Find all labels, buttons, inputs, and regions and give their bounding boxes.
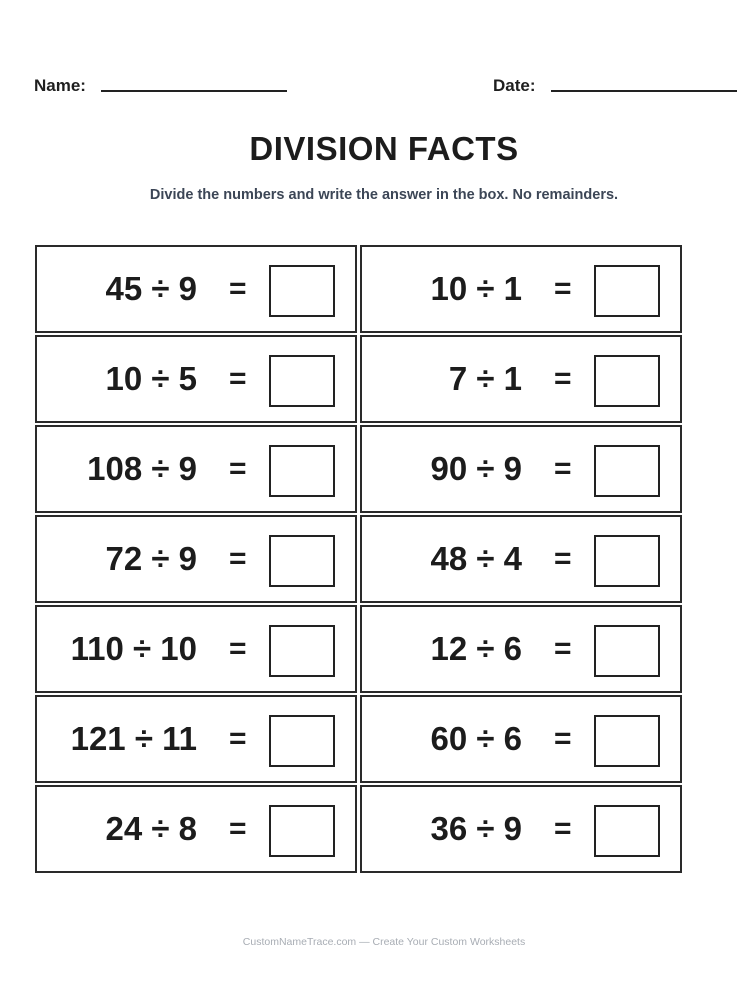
answer-box[interactable] bbox=[269, 355, 335, 407]
name-label: Name: bbox=[34, 76, 86, 95]
problem-grid bbox=[35, 245, 682, 875]
problem-cell bbox=[360, 245, 682, 333]
equals-sign: = bbox=[229, 722, 247, 755]
answer-box[interactable] bbox=[269, 805, 335, 857]
equals-sign: = bbox=[554, 722, 572, 755]
problem-expression: 36 ÷ 9 bbox=[430, 810, 522, 847]
answer-box[interactable] bbox=[594, 535, 660, 587]
answer-box[interactable] bbox=[594, 265, 660, 317]
problem-expression: 90 ÷ 9 bbox=[430, 450, 522, 487]
problem-expression: 24 ÷ 8 bbox=[105, 810, 197, 847]
answer-box[interactable] bbox=[269, 625, 335, 677]
equals-sign: = bbox=[554, 272, 572, 305]
problem-cell bbox=[360, 335, 682, 423]
problem-cell bbox=[360, 515, 682, 603]
problem-cell bbox=[360, 605, 682, 693]
equals-sign: = bbox=[554, 362, 572, 395]
problem-expression: 7 ÷ 1 bbox=[448, 360, 522, 397]
date-line[interactable] bbox=[551, 90, 737, 92]
problem-cell bbox=[35, 425, 357, 513]
problem-expression: 10 ÷ 5 bbox=[105, 360, 197, 397]
answer-box[interactable] bbox=[594, 355, 660, 407]
equals-sign: = bbox=[554, 452, 572, 485]
answer-box[interactable] bbox=[269, 265, 335, 317]
equals-sign: = bbox=[229, 632, 247, 665]
worksheet-title: DIVISION FACTS bbox=[249, 130, 519, 167]
equals-sign: = bbox=[554, 632, 572, 665]
name-line[interactable] bbox=[101, 90, 287, 92]
problem-cell bbox=[35, 335, 357, 423]
equals-sign: = bbox=[229, 542, 247, 575]
problem-expression: 48 ÷ 4 bbox=[430, 540, 522, 577]
equals-sign: = bbox=[554, 542, 572, 575]
problem-cell bbox=[35, 605, 357, 693]
answer-box[interactable] bbox=[269, 445, 335, 497]
problem-cell bbox=[360, 425, 682, 513]
answer-box[interactable] bbox=[269, 715, 335, 767]
answer-box[interactable] bbox=[594, 445, 660, 497]
answer-box[interactable] bbox=[594, 715, 660, 767]
problem-expression: 10 ÷ 1 bbox=[430, 270, 522, 307]
problem-cell bbox=[35, 695, 357, 783]
equals-sign: = bbox=[554, 812, 572, 845]
equals-sign: = bbox=[229, 272, 247, 305]
answer-box[interactable] bbox=[594, 805, 660, 857]
problem-expression: 121 ÷ 11 bbox=[70, 720, 197, 757]
problem-expression: 45 ÷ 9 bbox=[105, 270, 197, 307]
problem-expression: 110 ÷ 10 bbox=[70, 630, 197, 667]
problem-expression: 60 ÷ 6 bbox=[430, 720, 522, 757]
problem-expression: 12 ÷ 6 bbox=[430, 630, 522, 667]
answer-box[interactable] bbox=[594, 625, 660, 677]
problem-cell bbox=[360, 785, 682, 873]
equals-sign: = bbox=[229, 812, 247, 845]
problem-cell bbox=[35, 515, 357, 603]
footer-credit: CustomNameTrace.com — Create Your Custom Worksheets bbox=[242, 936, 526, 948]
problem-cell bbox=[35, 785, 357, 873]
problem-cell bbox=[360, 695, 682, 783]
problem-expression: 72 ÷ 9 bbox=[105, 540, 197, 577]
problem-cell bbox=[35, 245, 357, 333]
equals-sign: = bbox=[229, 452, 247, 485]
instructions: Divide the numbers and write the answer in the box. No remainders. bbox=[149, 187, 619, 203]
equals-sign: = bbox=[229, 362, 247, 395]
answer-box[interactable] bbox=[269, 535, 335, 587]
date-label: Date: bbox=[493, 76, 536, 95]
problem-expression: 108 ÷ 9 bbox=[87, 450, 197, 487]
